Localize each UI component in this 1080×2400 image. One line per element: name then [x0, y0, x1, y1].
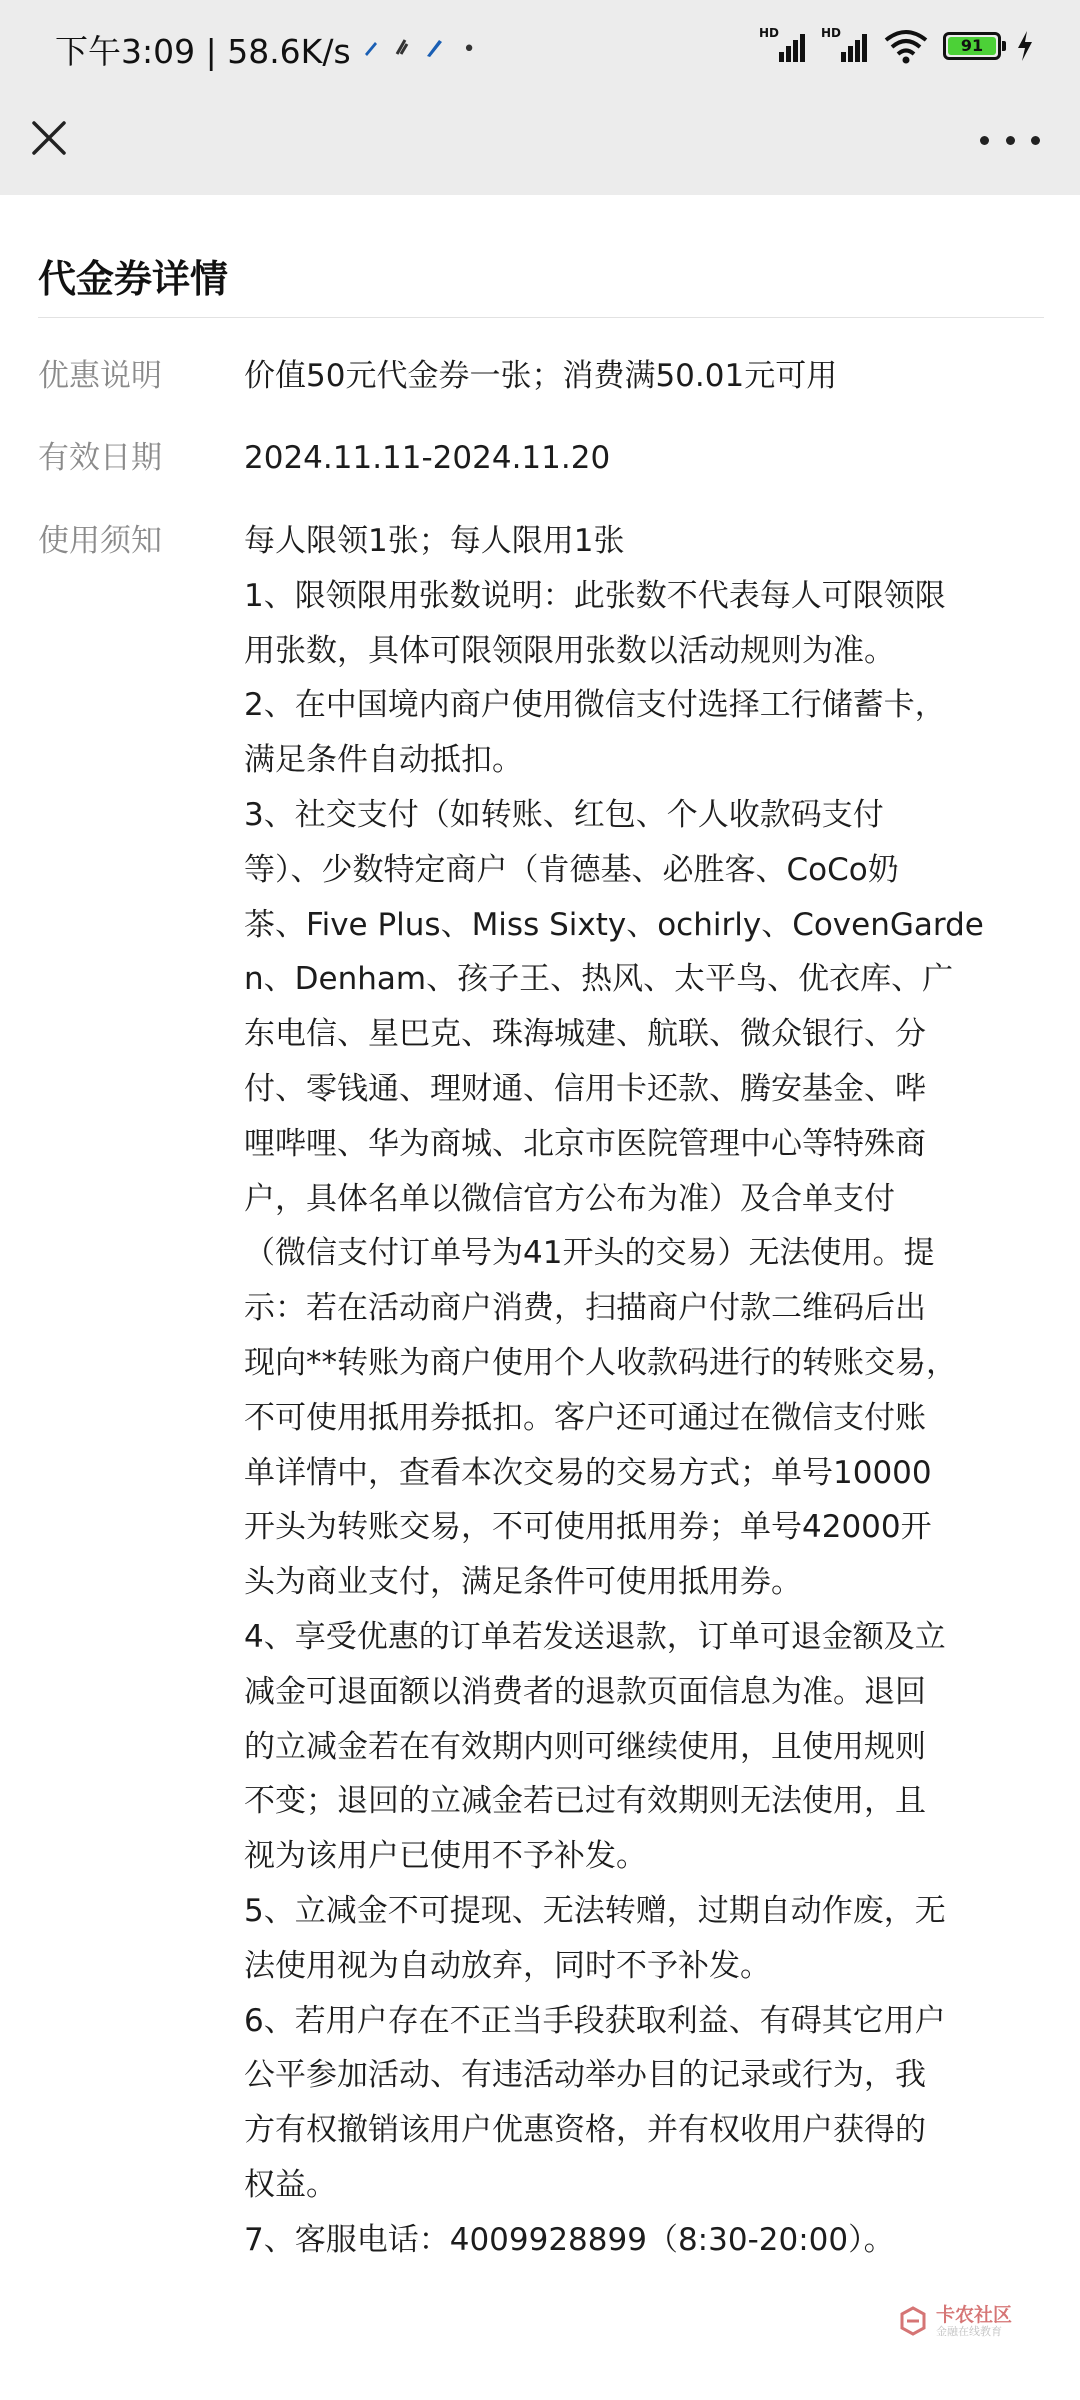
notes-line: 茶、Five Plus、Miss Sixty、ochirly、CovenGarde — [244, 906, 984, 943]
detail-value: 2024.11.11-2024.11.20 — [244, 440, 611, 476]
notes-line: 用张数，具体可限领限用张数以活动规则为准。 — [244, 632, 895, 669]
battery-icon — [943, 32, 1001, 60]
notes-line: 等）、少数特定商户（肯德基、必胜客、CoCo奶 — [244, 851, 899, 888]
notes-line: 7、客服电话：4009928899（8:30-20:00）。 — [244, 2221, 895, 2258]
battery-level: 91 — [948, 37, 996, 55]
notes-line: 6、若用户存在不正当手段获取利益、有碍其它用户 — [244, 2002, 946, 2039]
notes-line: 视为该用户已使用不予补发。 — [244, 1838, 647, 1875]
notes-line: 哩哔哩、华为商城、北京市医院管理中心等特殊商 — [244, 1125, 926, 1162]
watermark-main: 卡农社区 — [935, 2304, 1012, 2326]
notes-line: 权益。 — [244, 2166, 337, 2203]
signal-2-icon — [821, 28, 869, 64]
notes-line: n、Denham、孩子王、热风、太平鸟、优衣库、广 — [244, 961, 954, 998]
notes-line: 不可使用抵用券抵扣。客户还可通过在微信支付账 — [244, 1399, 926, 1436]
notes-line: 户，具体名单以微信官方公布为准）及合单支付 — [244, 1180, 895, 1217]
wifi-icon — [883, 28, 929, 64]
close-icon[interactable] — [26, 115, 72, 161]
status-left — [55, 26, 476, 73]
notes-line: 5、立减金不可提现、无法转赠，过期自动作废，无 — [244, 1892, 946, 1929]
notes-line: 头为商业支付，满足条件可使用抵用券。 — [244, 1564, 802, 1601]
notes-line: （微信支付订单号为41开头的交易）无法使用。提 — [244, 1235, 935, 1272]
notes-line: 满足条件自动抵扣。 — [244, 742, 523, 779]
dot-indicator: • — [462, 37, 476, 62]
watermark-text — [936, 2304, 1012, 2338]
signal-1-icon — [759, 28, 807, 64]
notes-line: 付、零钱通、理财通、信用卡还款、腾安基金、哔 — [244, 1070, 926, 1107]
more-options-button[interactable] — [980, 133, 1040, 147]
notes-label: 使用须知 — [38, 523, 162, 559]
notes-line: 单详情中，查看本次交易的交易方式；单号10000 — [244, 1454, 932, 1491]
charging-bolt-icon — [1015, 30, 1035, 62]
status-bar — [0, 0, 1080, 95]
notes-line: 每人限领1张；每人限用1张 — [244, 523, 625, 559]
pen-icons — [361, 36, 453, 58]
notes-line: 东电信、星巴克、珠海城建、航联、微众银行、分 — [244, 1016, 926, 1053]
notes-line: 1、限领限用张数说明：此张数不代表每人可限领限 — [244, 577, 946, 614]
detail-label: 优惠说明 — [38, 358, 162, 394]
notes-line: 的立减金若在有效期内则可继续使用，且使用规则 — [244, 1728, 926, 1765]
notes-line: 现向**转账为商户使用个人收款码进行的转账交易， — [244, 1344, 957, 1381]
watermark-logo-icon — [896, 2304, 930, 2338]
watermark — [896, 2304, 1012, 2338]
notes-line: 不变；退回的立减金若已过有效期则无法使用，且 — [244, 1783, 926, 1820]
detail-label: 有效日期 — [38, 440, 162, 476]
notes-body — [244, 514, 1054, 2268]
notification-icons — [361, 36, 453, 64]
page-title: 代金券详情 — [38, 257, 229, 301]
detail-value: 价值50元代金券一张；消费满50.01元可用 — [244, 358, 838, 394]
notes-line: 减金可退面额以消费者的退款页面信息为准。退回 — [244, 1673, 926, 1710]
signal-2-label: HD — [821, 26, 842, 40]
notes-line: 法使用视为自动放弃，同时不予补发。 — [244, 1947, 771, 1984]
notes-line: 方有权撤销该用户优惠资格，并有权收用户获得的 — [244, 2112, 926, 2149]
title-divider — [38, 317, 1044, 318]
notes-line: 公平参加活动、有违活动举办目的记录或行为，我 — [244, 2057, 926, 2094]
more-dot — [1006, 136, 1015, 145]
notes-line: 开头为转账交易，不可使用抵用券；单号42000开 — [244, 1509, 932, 1546]
nav-bar — [0, 95, 1080, 195]
status-right — [759, 26, 1035, 66]
signal-1-label: HD — [759, 26, 780, 40]
more-dot — [980, 136, 989, 145]
notes-line: 4、享受优惠的订单若发送退款，订单可退金额及立 — [244, 1618, 946, 1655]
notes-line: 3、社交支付（如转账、红包、个人收款码支付 — [244, 796, 884, 833]
notes-line: 示：若在活动商户消费，扫描商户付款二维码后出 — [244, 1290, 926, 1327]
status-time-speed: 下午3:09 | 58.6K/s — [55, 32, 351, 71]
notes-line: 2、在中国境内商户使用微信支付选择工行储蓄卡， — [244, 687, 946, 724]
watermark-sub: 金融在线教育 — [935, 2325, 1002, 2338]
more-dot — [1031, 136, 1040, 145]
